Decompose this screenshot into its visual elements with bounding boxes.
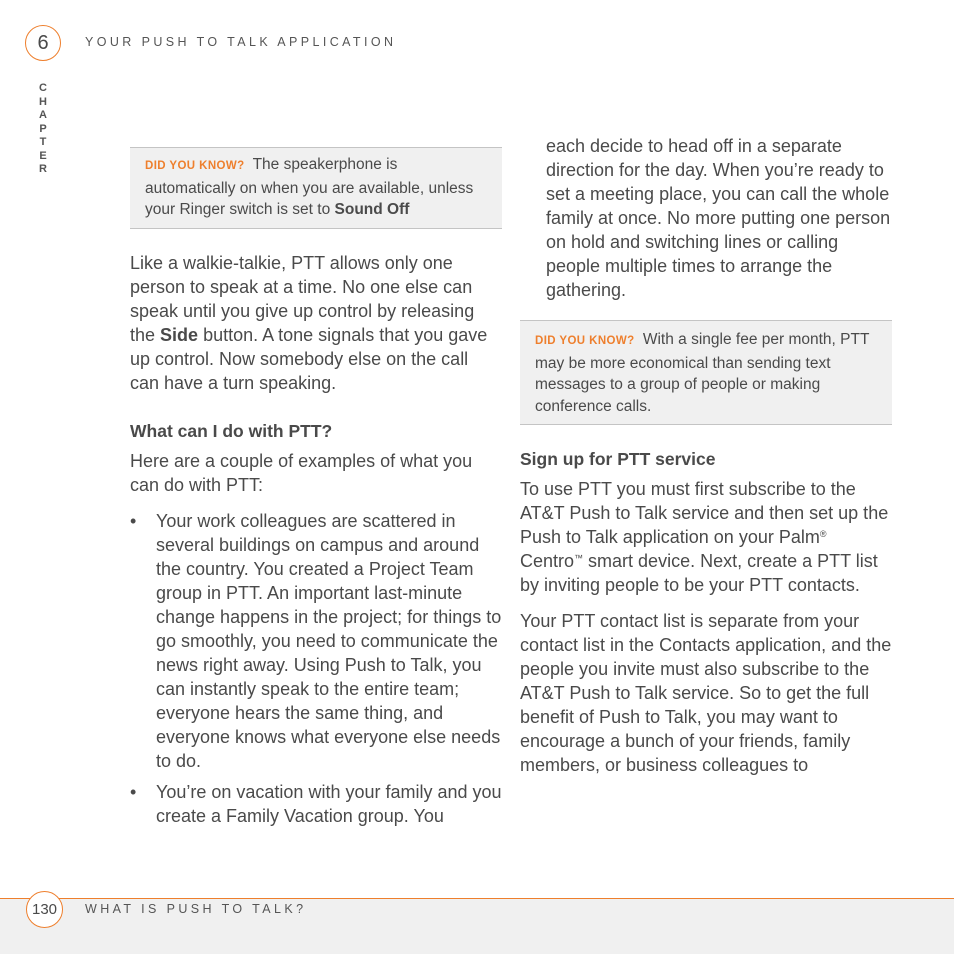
tip-label: DID YOU KNOW? — [145, 160, 245, 172]
tip-bold-text: Sound Off — [334, 201, 410, 218]
section-heading: Sign up for PTT service — [520, 449, 716, 469]
chapter-vertical-label — [36, 82, 50, 177]
chapter-number-badge — [25, 25, 61, 61]
chapter-number: 6 — [37, 31, 49, 54]
bullet-glyph: • — [130, 781, 137, 802]
tip-text: With a single fee per month, PTT may be more economical than sending text messages to a group of people or making conference calls. — [535, 331, 870, 415]
chapter-letter: A — [39, 109, 47, 121]
chapter-letter: T — [39, 136, 47, 148]
list-item: • You’re on vacation with your family and you create a Family Vacation group. You — [130, 781, 502, 826]
footer-title: WHAT IS PUSH TO TALK? — [85, 902, 307, 916]
page-number-badge — [26, 891, 63, 928]
running-head: YOUR PUSH TO TALK APPLICATION — [85, 35, 397, 49]
registered-mark: ® — [819, 529, 827, 539]
chapter-letter: P — [39, 122, 47, 135]
did-you-know-tip — [520, 320, 892, 425]
bullet-glyph: • — [130, 510, 137, 531]
list-item: • Your work colleagues are scattered in several buildings on campus and around the country. You created a Project Team group in PTT. An important last-minute change happens in the project; for things to go smoothly, you need to communicate the news right away. Using Push to Talk, you can instantly speak to the entire team; everyone hears the same thing, and everyone knows what everyone else needs to do. — [130, 510, 502, 771]
left-column — [130, 147, 502, 828]
trademark-mark: ™ — [574, 553, 584, 563]
section-heading: What can I do with PTT? — [130, 420, 333, 441]
body-paragraph: Like a walkie-talkie, PTT allows only one person to speak at a time. No one else can speak until you give up control by releasing the Side button. A tone signals that you gave up control. Now somebody else on the call can have a turn speaking. — [130, 252, 488, 393]
tip-text: The speakerphone is automatically on when you are available, unless your Ringer switch is set to — [145, 156, 474, 218]
chapter-letter: C — [39, 82, 47, 94]
chapter-letter: E — [39, 149, 47, 162]
page-number: 130 — [31, 901, 58, 918]
body-paragraph: To use PTT you must first subscribe to the AT&T Push to Talk service and then set up the Push to Talk application on your Palm® Centro™ smart device. Next, create a PTT list by inviting people to be your PTT contacts. — [520, 479, 889, 595]
chapter-letter: H — [39, 95, 47, 108]
bullet-list — [130, 509, 502, 828]
body-paragraph: Your PTT contact list is separate from your contact list in the Contacts application, and the people you invite must also subscribe to the AT&T Push to Talk service. So to get the full benefit of Push to Talk, you may want to encourage a bunch of your friends, family members, or business colleagues to — [520, 611, 892, 775]
body-paragraph: each decide to head off in a separate direction for the day. When you’re ready to set a meeting place, you can call the whole family at once. No more putting one person on hold and switching lines or calling people multiple times to arrange the gathering. — [546, 136, 891, 300]
side-button-term: Side — [160, 324, 199, 345]
did-you-know-tip — [130, 147, 502, 229]
chapter-letter: R — [39, 163, 47, 175]
body-paragraph: Here are a couple of examples of what you can do with PTT: — [130, 450, 473, 495]
tip-label: DID YOU KNOW? — [535, 335, 635, 347]
right-column — [520, 134, 892, 777]
